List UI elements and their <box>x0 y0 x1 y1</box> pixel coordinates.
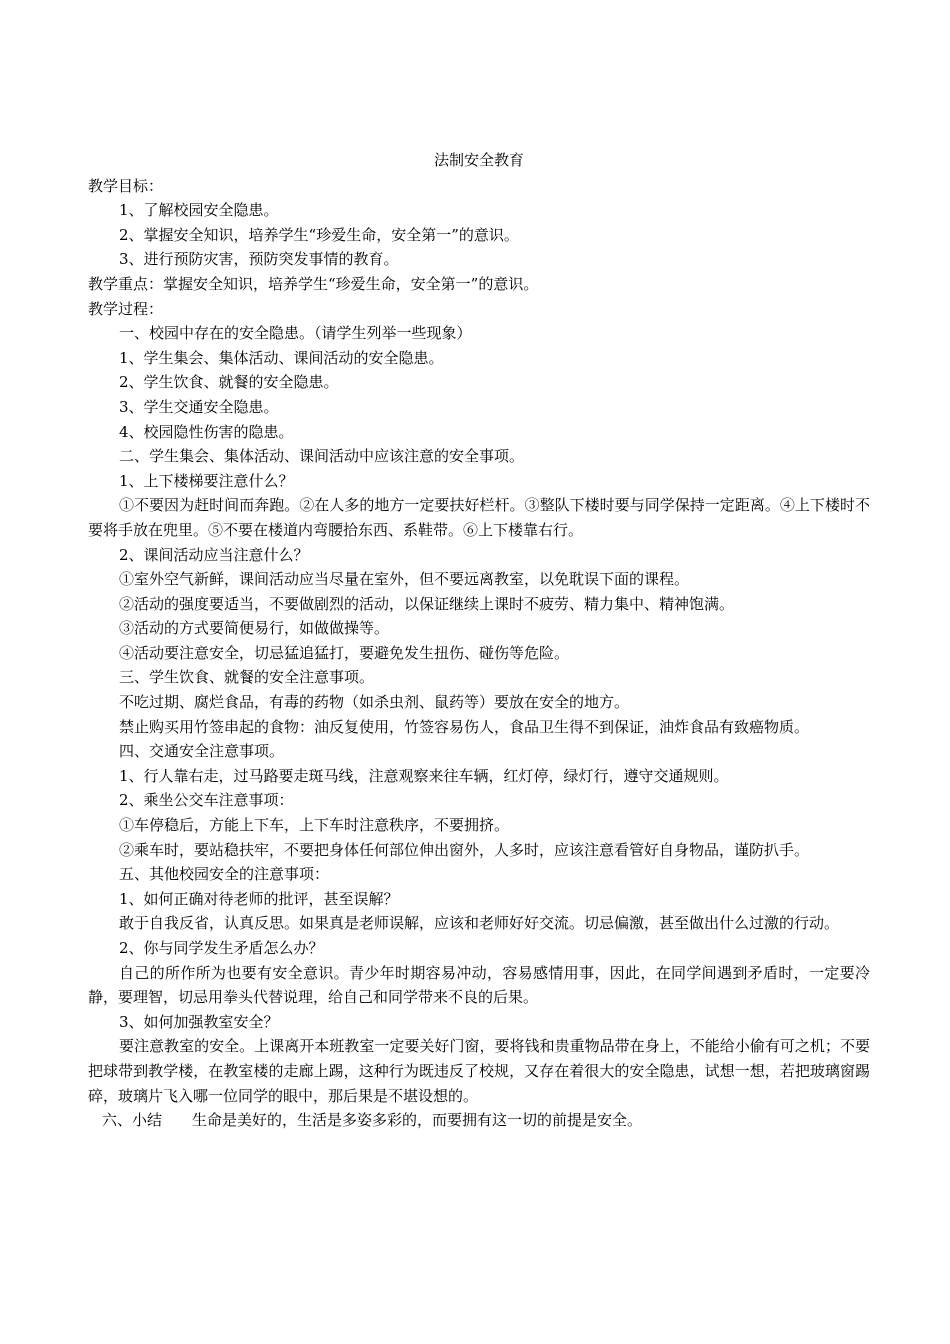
summary-line <box>88 1108 870 1133</box>
answer-item: ③活动的方式要简便易行，如做做操等。 <box>119 619 390 638</box>
document-page <box>88 148 870 1133</box>
list-item: 1、学生集会、集体活动、课间活动的安全隐患。 <box>119 348 444 367</box>
question: 2、课间活动应当注意什么？ <box>119 545 309 564</box>
process-heading: 教学过程： <box>88 299 164 318</box>
answer-paragraph: ①不要因为赶时间而奔跑。②在人多的地方一定要扶好栏杆。③整队下楼时要与同学保持一定距离。④上下楼时不要将手放在兜里。⑤不要在楼道内弯腰拾东西、系鞋带。⑥上下楼靠右行。 <box>88 496 870 539</box>
question: 1、上下楼梯要注意什么？ <box>119 471 294 490</box>
key-point: 教学重点：掌握安全知识，培养学生“珍爱生命，安全第一”的意识。 <box>88 274 539 293</box>
question: 1、如何正确对待老师的批评，甚至误解？ <box>119 889 399 908</box>
section-heading: 五、其他校园安全的注意事项： <box>119 865 330 884</box>
list-item: 2、学生饮食、就餐的安全隐患。 <box>119 373 339 392</box>
summary-text: 生命是美好的，生活是多姿多彩的，而要拥有这一切的前提是安全。 <box>192 1111 643 1130</box>
answer-item: ②活动的强度要适当，不要做剧烈的活动，以保证继续上课时不疲劳、精力集中、精神饱满。 <box>119 594 735 613</box>
objective-item: 1、了解校园安全隐患。 <box>119 201 279 220</box>
question: 3、如何加强教室安全？ <box>119 1012 279 1031</box>
objective-item: 2、掌握安全知识，培养学生“珍爱生命，安全第一”的意识。 <box>119 225 519 244</box>
document-title: 法制安全教育 <box>433 151 524 169</box>
list-item: 1、行人靠右走，过马路要走斑马线，注意观察来往车辆，红灯停，绿灯行，遵守交通规则。 <box>119 766 729 785</box>
answer-paragraph: 要注意教室的安全。上课离开本班教室一定要关好门窗，要将钱和贵重物品带在身上，不能给小偷有可之机；不要把球带到教学楼，在教室楼的走廊上踢，这种行为既违反了校规，又存在着很大的安全隐患，试想一想，若把玻璃窗踢碎，玻璃片飞入哪一位同学的眼中，那后果是不堪设想的。 <box>88 1037 870 1105</box>
answer-item: ④活动要注意安全，切忌猛追猛打，要避免发生扭伤、碰伤等危险。 <box>119 643 570 662</box>
list-item: 3、学生交通安全隐患。 <box>119 397 279 416</box>
answer-paragraph: 敢于自我反省，认真反思。如果真是老师误解，应该和老师好好交流。切忌偏激，甚至做出什么过激的行动。 <box>119 914 840 933</box>
objectives-heading: 教学目标： <box>88 176 164 195</box>
question: 2、你与同学发生矛盾怎么办？ <box>119 939 324 957</box>
summary-heading: 六、小结 <box>102 1111 163 1130</box>
objective-item: 3、进行预防灾害，预防突发事情的教育。 <box>119 250 399 269</box>
section-heading: 一、校园中存在的安全隐患。（请学生列举一些现象） <box>119 324 472 343</box>
body-paragraph: 不吃过期、腐烂食品，有毒的药物（如杀虫剂、鼠药等）要放在安全的地方。 <box>119 693 630 712</box>
list-item: 4、校园隐性伤害的隐患。 <box>119 422 294 441</box>
answer-item: ②乘车时，要站稳扶牢，不要把身体任何部位伸出窗外，人多时，应该注意看管好自身物品，谨防扒手。 <box>119 840 810 859</box>
answer-item: ①室外空气新鲜，课间活动应当尽量在室外，但不要远离教室，以免耽误下面的课程。 <box>119 570 690 589</box>
body-paragraph: 禁止购买用竹签串起的食物：油反复使用，竹签容易伤人，食品卫生得不到保证，油炸食品有致癌物质。 <box>119 717 810 736</box>
section-heading: 二、学生集会、集体活动、课间活动中应该注意的安全事项。 <box>119 447 525 466</box>
answer-item: ①车停稳后，方能上下车，上下车时注意秩序，不要拥挤。 <box>119 816 510 835</box>
section-heading: 三、学生饮食、就餐的安全注意事项。 <box>119 668 375 687</box>
list-item: 2、乘坐公交车注意事项： <box>119 791 294 810</box>
section-heading: 四、交通安全注意事项。 <box>119 742 285 761</box>
answer-paragraph: 自己的所作所为也要有安全意识。青少年时期容易冲动，容易感情用事，因此，在同学间遇到矛盾时，一定要冷静，要理智，切忌用拳头代替说理，给自己和同学带来不良的后果。 <box>88 963 870 1007</box>
